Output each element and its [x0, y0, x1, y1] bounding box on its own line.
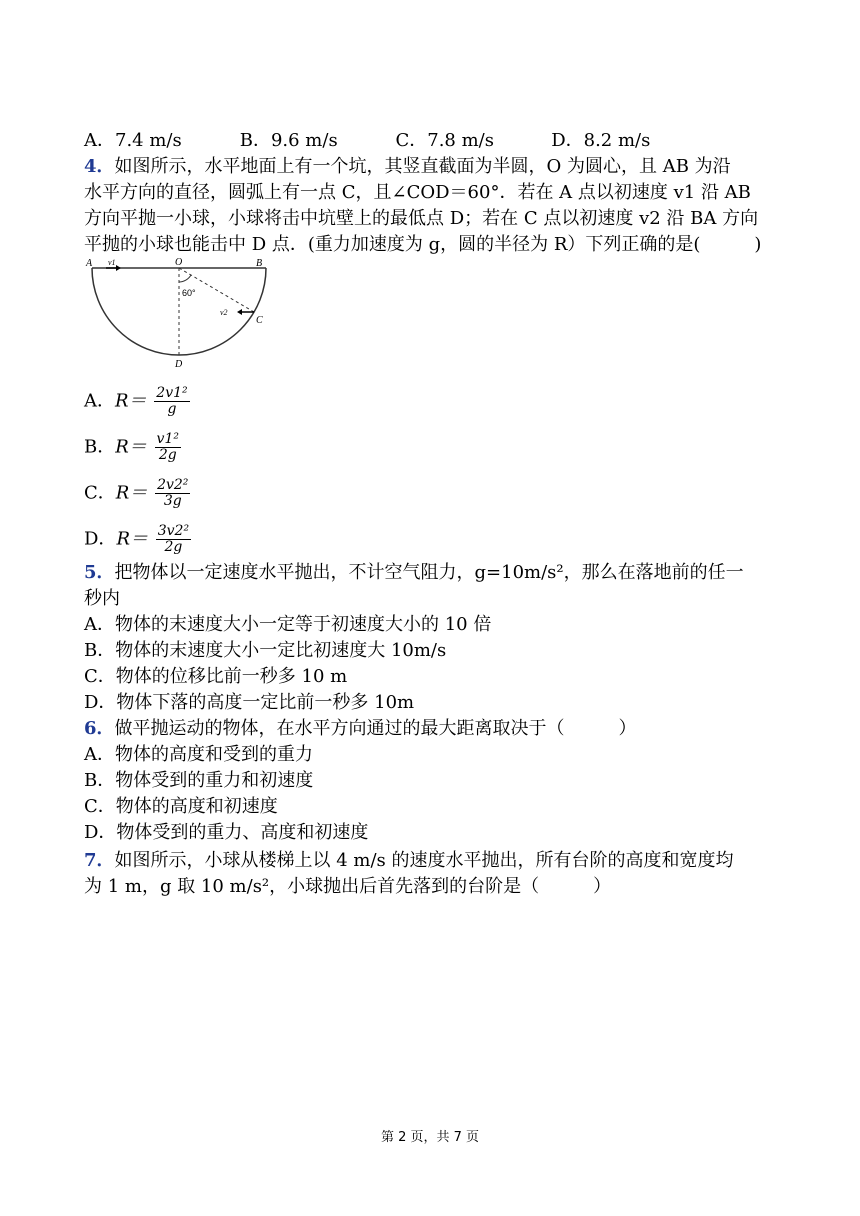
q4-option-d-fraction	[156, 524, 191, 555]
q4-line-4: 平抛的小球也能击中 D 点．(重力加速度为 g，圆的半径为 R）下列正确的是( )	[84, 234, 762, 255]
q4-line-1	[84, 154, 731, 180]
v2-arrowhead	[237, 309, 242, 315]
q3-option-a: A．7.4 m/s	[84, 130, 182, 151]
page-footer: 第 2 页，共 7 页	[380, 1130, 480, 1145]
q4-option-a	[84, 386, 190, 417]
q7-line-1	[84, 848, 734, 874]
q4-option-a-prefix: A．	[84, 390, 115, 412]
q7-text-1: 如图所示，小球从楼梯上以 4 m/s 的速度水平抛出，所有台阶的高度和宽度均	[114, 850, 734, 871]
semicircle-pit-figure	[84, 256, 274, 372]
q7-line-2: 为 1 m，g 取 10 m/s²，小球抛出后首先落到的台阶是（ ）	[84, 876, 612, 897]
q4-text-1: 如图所示，水平地面上有一个坑，其竖直截面为半圆，O 为圆心，且 AB 为沿	[114, 156, 731, 177]
q6-option-b: B．物体受到的重力和初速度	[84, 770, 314, 791]
label-v1: v1	[108, 258, 116, 267]
q4-option-a-fraction	[154, 386, 189, 417]
angle-arc	[179, 275, 191, 282]
q4-option-b-prefix: B．	[84, 436, 116, 458]
q4-line-3: 方向平抛一小球，小球将击中坑壁上的最低点 D；若在 C 点以初速度 v2 沿 BA 方向	[84, 208, 759, 229]
q4-option-d-lhs: R＝	[116, 528, 148, 550]
q5-option-d: D．物体下落的高度一定比前一秒多 10m	[84, 692, 415, 713]
q4-option-b-denominator: 2g	[158, 447, 177, 463]
q4-option-c-prefix: C．	[84, 482, 116, 504]
label-c: C	[256, 315, 263, 326]
q4-option-a-denominator: g	[167, 401, 177, 417]
q5-option-b: B．物体的末速度大小一定比初速度大 10m/s	[84, 640, 447, 661]
label-angle: 60°	[182, 288, 196, 298]
q4-option-c-numerator: 2v2²	[157, 477, 189, 493]
q4-number: 4．	[84, 156, 115, 177]
q4-option-d-prefix: D．	[84, 528, 117, 550]
q7-number: 7．	[84, 850, 115, 871]
q4-option-b	[84, 432, 181, 463]
q4-option-c-fraction	[155, 478, 190, 509]
q4-option-c-denominator: 3g	[163, 493, 182, 509]
q5-line-1	[84, 560, 744, 586]
q6-option-d: D．物体受到的重力、高度和初速度	[84, 822, 369, 843]
q4-line-2: 水平方向的直径，圆弧上有一点 C，且∠COD＝60°．若在 A 点以初速度 v1 沿 AB	[84, 182, 751, 203]
q3-option-c: C．7.8 m/s	[395, 130, 494, 151]
q5-line-2: 秒内	[84, 588, 120, 609]
q6-option-a: A．物体的高度和受到的重力	[84, 744, 313, 765]
q4-option-d	[84, 524, 191, 555]
label-o: O	[175, 257, 183, 268]
v1-arrowhead	[116, 265, 121, 271]
q3-option-d: D．8.2 m/s	[551, 130, 651, 151]
q4-option-a-lhs: R＝	[115, 390, 147, 412]
q5-number: 5．	[84, 562, 115, 583]
q4-option-d-denominator: 2g	[164, 539, 183, 555]
q5-option-a: A．物体的末速度大小一定等于初速度大小的 10 倍	[84, 614, 492, 635]
q4-option-a-numerator: 2v1²	[156, 385, 188, 401]
q6-number: 6．	[84, 718, 115, 739]
q4-option-c	[84, 478, 190, 509]
q3-options-row	[84, 128, 650, 154]
q4-option-c-lhs: R＝	[115, 482, 148, 504]
q5-text-1: 把物体以一定速度水平抛出，不计空气阻力，g=10m/s²，那么在落地前的任一	[114, 562, 744, 583]
q4-option-d-numerator: 3v2²	[157, 523, 190, 539]
q3-option-b: B．9.6 m/s	[239, 130, 338, 151]
q6-text-1: 做平抛运动的物体，在水平方向通过的最大距离取决于（ ）	[114, 718, 637, 739]
q5-option-c: C．物体的位移比前一秒多 10 m	[84, 666, 348, 687]
q4-option-b-numerator: v1²	[156, 431, 179, 447]
label-a: A	[86, 258, 93, 269]
q4-option-b-fraction	[155, 432, 181, 463]
label-v2: v2	[220, 308, 228, 317]
label-b: B	[256, 258, 263, 269]
q6-line-1	[84, 716, 637, 742]
label-d: D	[175, 359, 183, 370]
q4-option-b-lhs: R＝	[115, 436, 147, 458]
q6-option-c: C．物体的高度和初速度	[84, 796, 278, 817]
